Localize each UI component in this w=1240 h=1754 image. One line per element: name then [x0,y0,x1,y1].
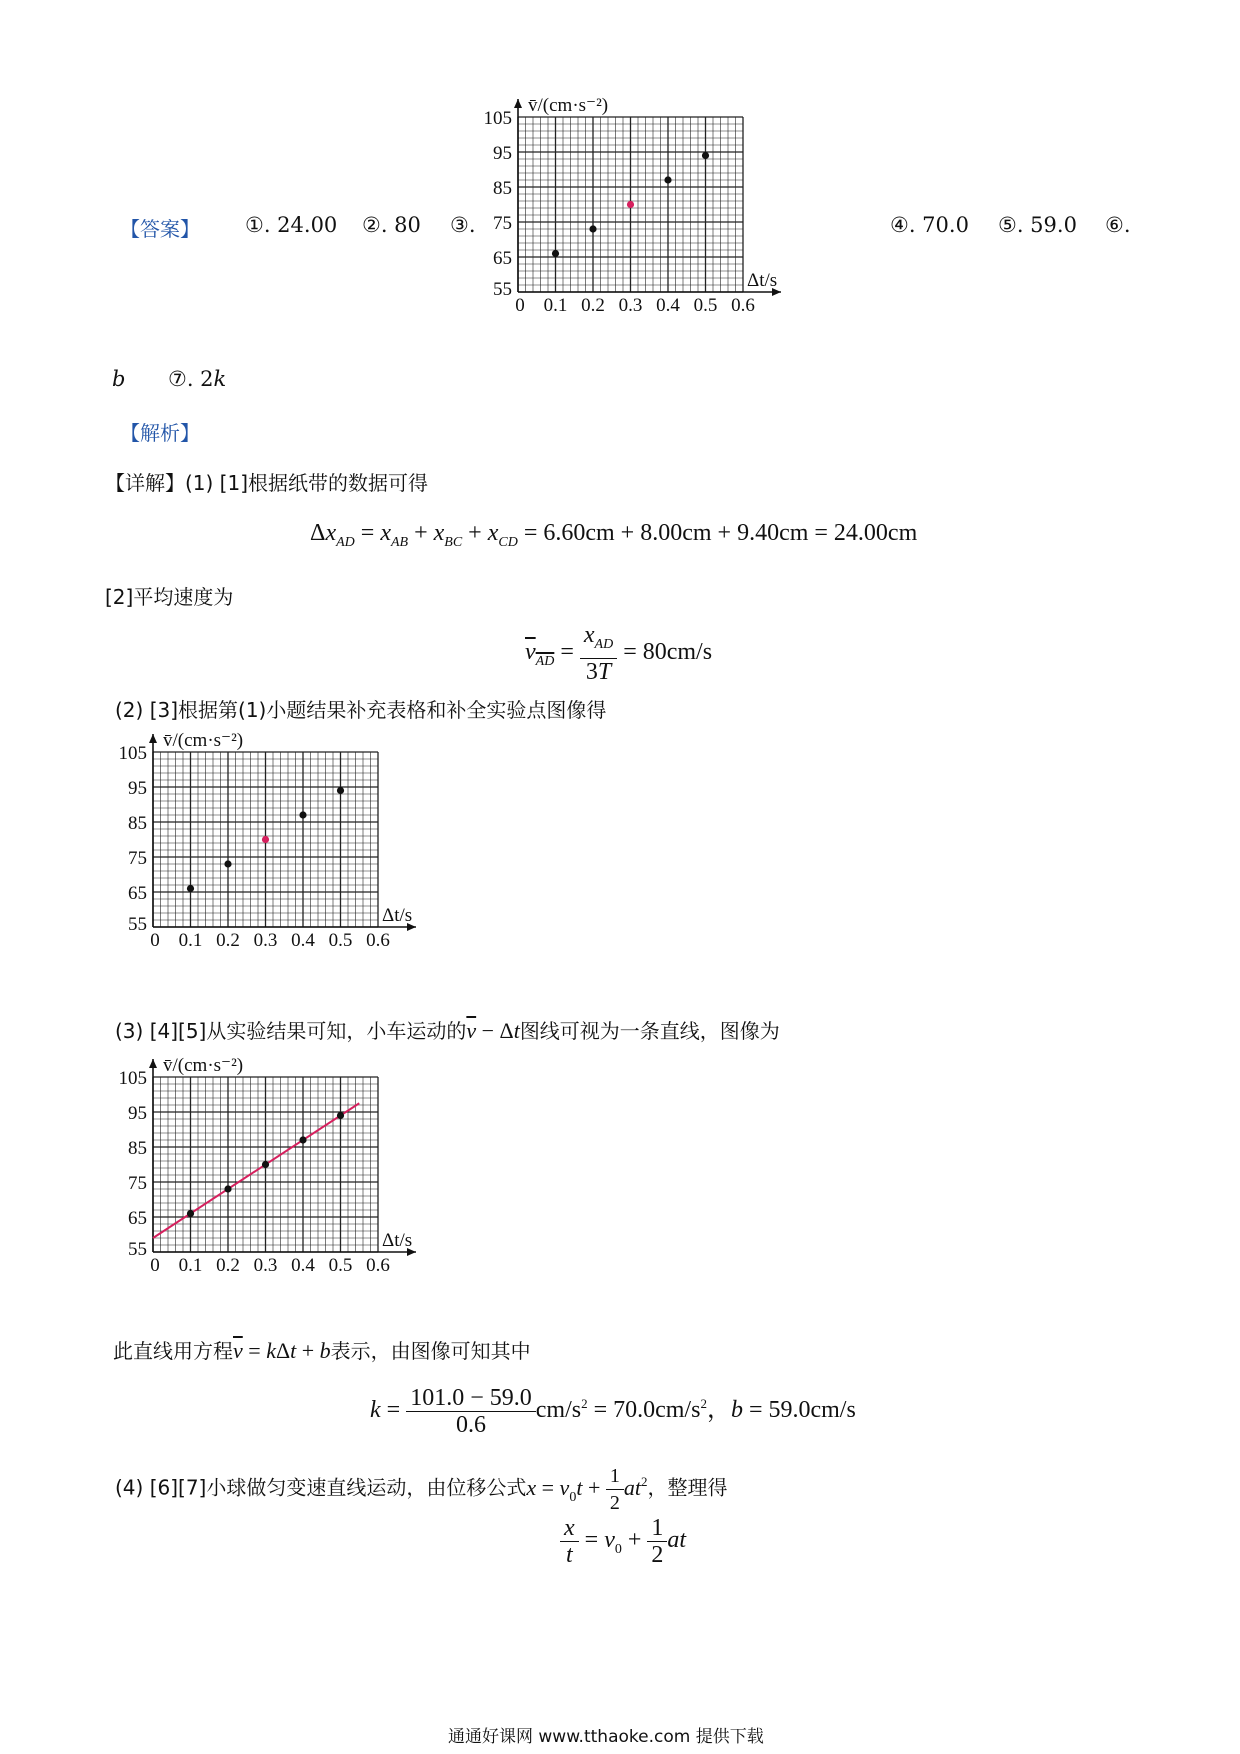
equation-2: $v_{AD}$ = $\frac{x_{AD}}{3T}$ = 80cm/s [525,622,713,685]
chart-part3-fit [105,1055,475,1310]
x-tick-label: 0.4 [656,295,680,316]
x-tick-label: 0.3 [253,1255,278,1276]
x-tick-label: 0 [150,1255,160,1276]
y-tick-label: 95 [128,778,147,799]
data-point [187,1210,194,1217]
data-point [262,1161,269,1168]
data-point [337,787,344,794]
x-tick-label: 0.4 [291,930,315,951]
y-axis-label: v̄/(cm·s⁻²) [528,95,609,116]
y-axis-arrow [149,734,157,743]
line-eq-intro: 此直线用方程$\overline{v} = k\Delta t + b$表示，由图像可知其中 [113,1338,531,1363]
data-point [224,860,231,867]
y-tick-label: 105 [118,1068,147,1089]
data-point [552,250,559,257]
x-tick-label: 0.2 [216,930,240,951]
x-tick-label: 0 [150,930,160,951]
x-axis-label: Δt/s [382,905,413,926]
x-tick-label: 0.3 [253,930,278,951]
y-axis-label: v̄/(cm·s⁻²) [163,1055,244,1076]
chart-part2 [105,730,475,985]
data-point [589,225,596,232]
y-tick-label: 65 [493,248,512,269]
data-point [702,152,709,159]
footer: 通通好课网 www.tthaoke.com 提供下载 [448,1727,764,1747]
avg-velocity-intro: [2]平均速度为 [105,585,234,609]
answer-tag: 【答案】 [120,217,200,241]
data-point [337,1112,344,1119]
y-tick-label: 105 [483,108,512,129]
part4-intro: (4) [6][7]小球做匀变速直线运动，由位移公式$x = v_0t$ + $\frac{1}{2}$ $at^2$，整理得 [115,1465,728,1514]
part2-intro: (2) [3]根据第(1)小题结果补充表格和补全实验点图像得 [115,698,607,722]
data-point [224,1185,231,1192]
y-tick-label: 75 [493,213,512,234]
x-axis-label: Δt/s [747,270,778,291]
x-tick-label: 0 [515,295,525,316]
data-point [627,201,634,208]
analysis-tag: 【解析】 [120,421,200,445]
y-tick-label: 65 [128,883,147,904]
y-axis-arrow [149,1059,157,1068]
x-tick-label: 0.1 [178,1255,203,1276]
x-tick-label: 0.2 [216,1255,240,1276]
y-tick-label: 95 [493,143,512,164]
x-tick-label: 0.6 [731,295,755,316]
y-tick-label: 95 [128,1103,147,1124]
x-tick-label: 0.6 [366,930,390,951]
y-tick-label: 55 [493,279,512,300]
data-point [262,836,269,843]
x-tick-label: 0.5 [693,295,718,316]
x-tick-label: 0.1 [178,930,203,951]
chart-answer [470,95,840,350]
y-tick-label: 75 [128,848,147,869]
x-tick-label: 0.4 [291,1255,315,1276]
answer-item-3: ③. [450,213,476,237]
equation-3: k = $\frac{101.0 - 59.0}{0.6}$ $cm/s^2 = 70.0cm/s^2$，b = 59.0cm/s [370,1385,856,1438]
y-tick-label: 105 [118,743,147,764]
y-axis-label: v̄/(cm·s⁻²) [163,730,244,751]
answer-item-2: ②. 80 [362,213,421,237]
data-point [299,811,306,818]
detail-intro: 【详解】(1) [1]根据纸带的数据可得 [105,471,429,495]
y-axis-arrow [514,99,522,108]
x-tick-label: 0.3 [618,295,643,316]
equation-1: $\Delta x_{AD} = x_{AB} + x_{BC} + x_{CD} = 6.60cm + 8.00cm + 9.40cm = 24.00cm$ [310,520,918,550]
data-point [299,1136,306,1143]
x-tick-label: 0.5 [328,1255,353,1276]
answer-item-4: ④. 70.0 [890,213,969,237]
data-point [187,885,194,892]
x-tick-label: 0.5 [328,930,353,951]
y-tick-label: 55 [128,914,147,935]
data-point [664,176,671,183]
y-tick-label: 75 [128,1173,147,1194]
y-tick-label: 85 [493,178,512,199]
answer-item-1: ①. 24.00 [245,213,338,237]
y-tick-label: 55 [128,1239,147,1260]
x-tick-label: 0.6 [366,1255,390,1276]
answer-item-5: ⑤. 59.0 [998,213,1077,237]
y-tick-label: 85 [128,1138,147,1159]
fit-line [153,1103,359,1238]
y-tick-label: 65 [128,1208,147,1229]
x-axis-label: Δt/s [382,1230,413,1251]
answer-item-6: ⑥. [1105,213,1131,237]
y-tick-label: 85 [128,813,147,834]
answer-item-7: ⑦. 2k [168,367,227,391]
equation-4: $\frac{x}{t}$ = $v_0$ + $\frac{1}{2}$ at [560,1515,686,1568]
answer-b: b [112,367,126,391]
x-tick-label: 0.2 [581,295,605,316]
x-tick-label: 0.1 [543,295,568,316]
part3-intro: (3) [4][5]从实验结果可知，小车运动的$\overline{v} - \Delta t$图线可视为一条直线，图像为 [115,1018,780,1043]
